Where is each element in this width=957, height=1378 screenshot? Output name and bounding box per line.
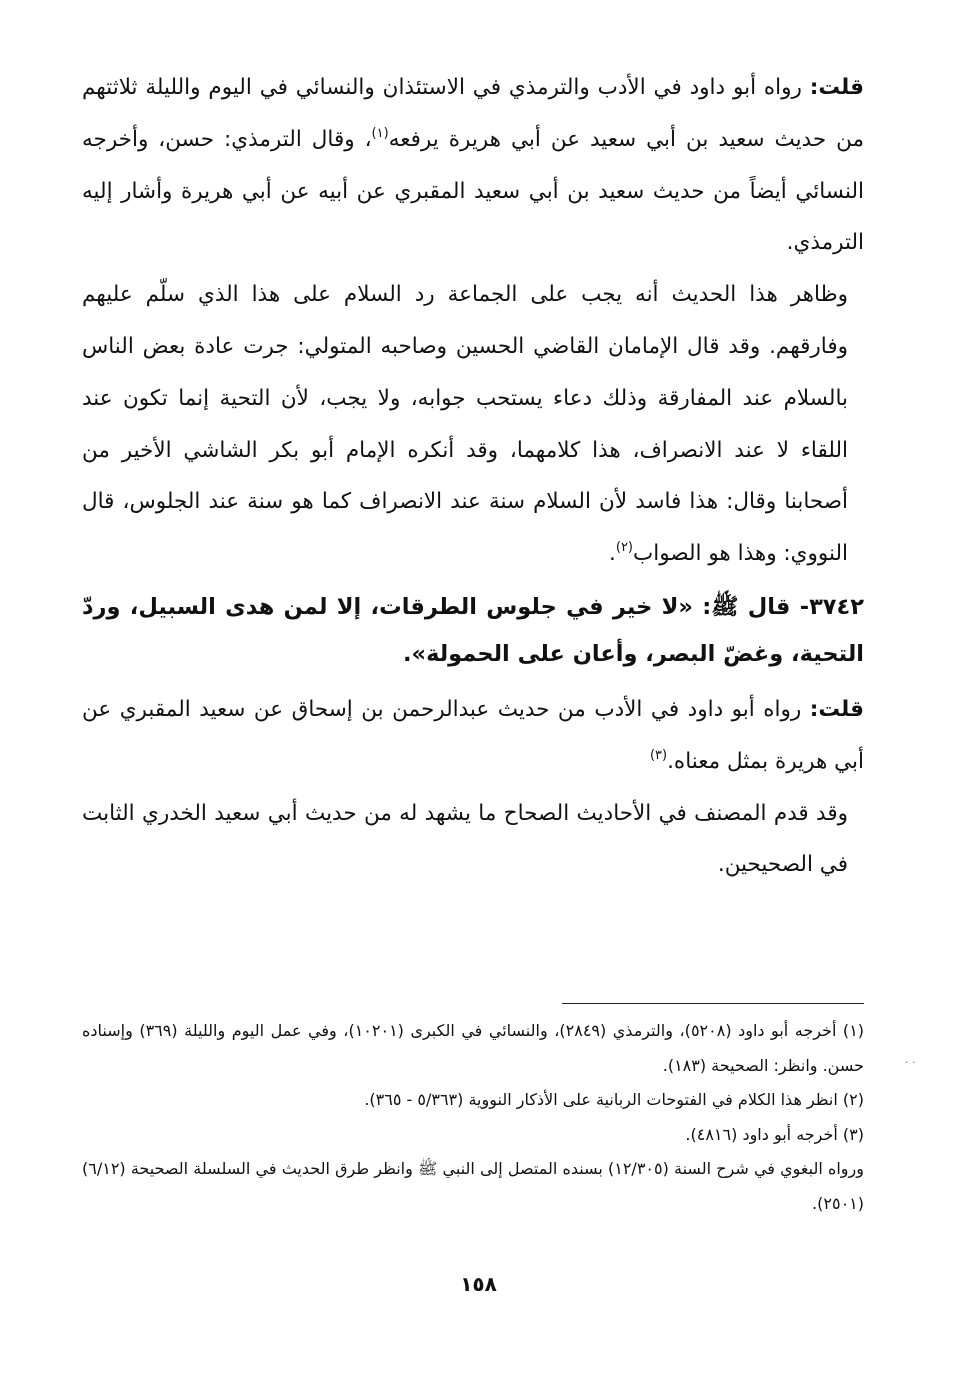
book-page (82, 62, 864, 1322)
paragraph-1-text-a: رواه أبو داود في الأدب والترمذي في الاستئذان والنسائي في اليوم والليلة ثلاثتهم من حديث سعيد بن أبي سعيد عن أبي هريرة يرفعه (82, 75, 864, 152)
scan-speck: · · (905, 1056, 916, 1069)
qultu-lead: قلت: (809, 696, 864, 722)
footnote-divider (562, 1003, 864, 1004)
footnote-ref-1[interactable]: (١) (371, 125, 389, 141)
paragraph-1-text-b: ، وقال الترمذي: حسن، وأخرجه النسائي أيضاً من حديث سعيد بن أبي سعيد المقبري عن أبيه عن أبي هريرة وأشار إليه الترمذي. (82, 126, 864, 256)
paragraph-1 (82, 62, 864, 269)
footnote-3-continued: ورواه البغوي في شرح السنة (١٢/٣٠٥) بسنده المتصل إلى النبي ﷺ وانظر طرق الحديث في السلسلة الصحيحة (٦/١٢) (٢٥٠١). (82, 1159, 864, 1213)
spacer (82, 891, 864, 1003)
footnote-1: (١) أخرجه أبو داود (٥٢٠٨)، والترمذي (٢٨٤٩)، والنسائي في الكبرى (١٠٢٠١)، وفي عمل اليوم والليلة (٣٦٩) وإسناده حسن. وانظر: الصحيحة (١٨٣). (82, 1021, 865, 1075)
footnote-2: (٢) انظر هذا الكلام في الفتوحات الربانية على الأذكار النووية (٥/٣٦٣ - ٣٦٥). (364, 1090, 864, 1110)
footnote-3: (٣) أخرجه أبو داود (٤٨١٦). (685, 1124, 864, 1144)
paragraph-3-text: رواه أبو داود في الأدب من حديث عبدالرحمن بن إسحاق عن سعيد المقبري عن أبي هريرة بمثل معناه. (82, 696, 864, 774)
qultu-lead: قلت: (809, 75, 864, 100)
paragraph-2 (82, 269, 864, 580)
paragraph-2-end: . (609, 541, 616, 567)
paragraph-2-text: وظاهر هذا الحديث أنه يجب على الجماعة رد السلام على هذا الذي سلّم عليهم وفارقهم. وقد قال الإمامان القاضي الحسين وصاحبه المتولي: جرت عادة بعض الناس بالسلام عند المفارقة وذلك دعاء يستحب جوابه، ولا يجب، لأن التحية إنما تكون عند اللقاء لا عند الانصراف، هذا كلامهما، وقد أنكره الإمام أبو بكر الشاشي الأخير من أصحابنا وقال: هذا فاسد لأن السلام سنة عند الانصراف كما هو سنة عند الجلوس، قال النووي: وهذا هو الصواب (82, 282, 848, 567)
paragraph-4: وقد قدم المصنف في الأحاديث الصحاح ما يشهد له من حديث أبي سعيد الخدري الثابت في الصحيحين. (82, 800, 848, 878)
main-text (82, 62, 864, 891)
footnotes (82, 1014, 864, 1221)
paragraph-3 (82, 684, 864, 788)
footnote-ref-2[interactable]: (٢) (615, 540, 633, 556)
hadith-3742: ٣٧٤٢- قال ﷺ: «لا خير في جلوس الطرقات، إلا لمن هدى السبيل، وردّ التحية، وغضّ البصر، وأعان على الحمولة». (82, 593, 864, 667)
page-number: ١٥٨ (460, 1272, 497, 1296)
footnote-ref-3[interactable]: (٣) (649, 747, 668, 763)
